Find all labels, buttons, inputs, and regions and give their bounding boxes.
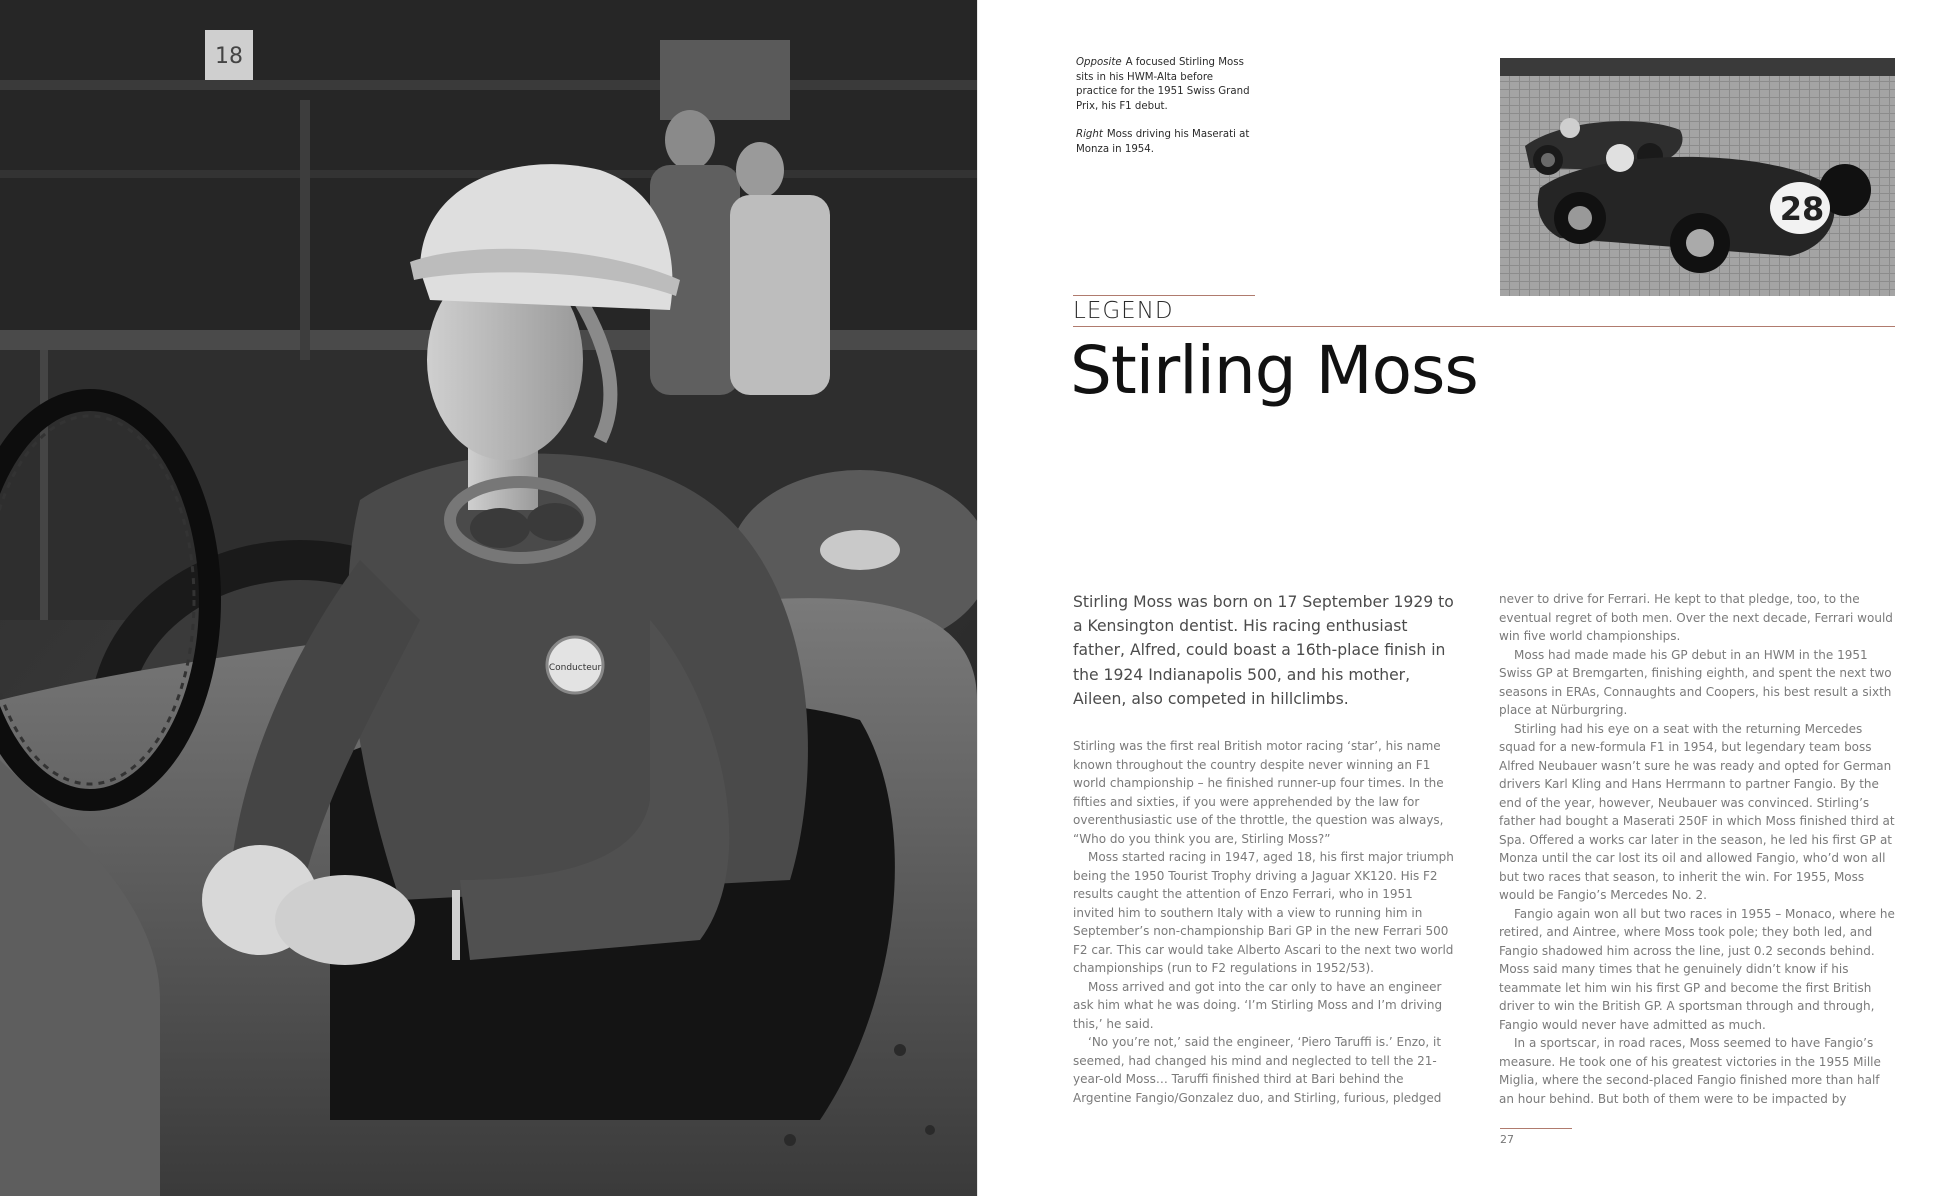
caption-label: Opposite bbox=[1076, 57, 1122, 68]
page-number-rule bbox=[1500, 1128, 1572, 1129]
caption-text: Moss driving his Maserati at Monza in 1954. bbox=[1076, 129, 1250, 155]
caption-text: A focused Stirling Moss sits in his HWM-Alta before practice for the 1951 Swiss Grand Prix, his F1 debut. bbox=[1076, 57, 1250, 112]
caption-label: Right bbox=[1076, 129, 1103, 141]
body-paragraph: In a sportscar, in road races, Moss seemed to have Fangio’s measure. He took one of his greatest victories in the 1955 Mille Miglia, where the second-placed Fangio finished more than half an hour behind. But both of them were to be impacted by bbox=[1499, 1036, 1881, 1106]
body-paragraph: ‘No you’re not,’ said the engineer, ‘Piero Taruffi is.’ Enzo, it seemed, had changed his mind and neglected to tell the 21-year-old Moss… Taruffi finished third at Bari behind the Argentine Fangio/Gonzalez duo, and Stirling, furious, pledged bbox=[1073, 1035, 1442, 1105]
caption-right bbox=[1076, 128, 1256, 157]
sign-number: 18 bbox=[215, 44, 243, 69]
body-column-right bbox=[1499, 590, 1897, 1108]
body-column-left bbox=[1073, 590, 1455, 1107]
body-paragraph: Moss arrived and got into the car only to have an engineer ask him what he was doing. ‘I’m Stirling Moss and I’m driving this,’ he said. bbox=[1073, 979, 1443, 1031]
body-paragraph: Stirling had his eye on a seat with the returning Mercedes squad for a new-formula F1 in 1954, but legendary team boss Alfred Neubauer wasn’t sure he was ready and opted for German drivers Karl Kling and Hans Herrmann to partner Fangio. By the end of the year, however, Neubauer was convinced. Stirling’s father had bought a Maserati 250F in which Moss finished third at Spa. Offered a works car later in the season, he led his first GP at Monza until the car lost its oil and allowed Fangio, who’d won all but two races that season, to inherit the win. For 1955, Moss would be Fangio’s Mercedes No. 2. bbox=[1499, 721, 1895, 902]
page-number: 27 bbox=[1500, 1133, 1514, 1146]
body-paragraph: never to drive for Ferrari. He kept to that pledge, too, to the eventual regret of both men. Over the next decade, Ferrari would win five world championships. bbox=[1499, 592, 1893, 643]
title-rule bbox=[1073, 326, 1895, 327]
page-gutter bbox=[977, 0, 978, 1196]
car-number: 28 bbox=[1779, 190, 1825, 228]
caption-opposite bbox=[1076, 56, 1256, 114]
kicker-rule bbox=[1073, 295, 1255, 296]
section-kicker: LEGEND bbox=[1073, 298, 1174, 324]
photo-moss-maserati-monza bbox=[1500, 58, 1895, 296]
page-title: Stirling Moss bbox=[1070, 332, 1478, 409]
body-paragraph: Moss started racing in 1947, aged 18, his first major triumph being the 1950 Tourist Trophy driving a Jaguar XK120. His F2 results caught the attention of Enzo Ferrari, who in 1951 invited him to southern Italy with a view to running him in September’s non-championship Bari GP in the new Ferrari 500 F2 car. This car would take Alberto Ascari to the next two world championships (run to F2 regulations in 1952/53). bbox=[1073, 850, 1454, 976]
body-paragraph: Stirling was the first real British motor racing ‘star’, his name known throughout the country despite never winning an F1 world championship – he finished runner-up four times. In the fifties and sixties, if you were apprehended by the law for overenthusiastic use of the throttle, the question was always, “Who do you think you are, Stirling Moss?” bbox=[1073, 739, 1444, 846]
lead-paragraph: Stirling Moss was born on 17 September 1929 to a Kensington dentist. His racing enthusiast father, Alfred, could boast a 16th-place finish in the 1924 Indianapolis 500, and his mother, Aileen, also competed in hillclimbs. bbox=[1073, 593, 1454, 708]
badge-text: Conducteur bbox=[548, 663, 602, 673]
body-paragraph: Moss had made made his GP debut in an HWM in the 1951 Swiss GP at Bremgarten, finishing eighth, and spent the next two seasons in ERAs, Connaughts and Coopers, his best result a sixth place at Nürburgring. bbox=[1499, 647, 1892, 717]
body-paragraph: Fangio again won all but two races in 1955 – Monaco, where he retired, and Aintree, where Moss took pole; they both led, and Fangio shadowed him across the line, just 0.2 seconds behind. Moss said many times that he genuinely didn’t know if his teammate let him win his first GP and become the first British driver to win the British GP. A sportsman through and through, Fangio would never have admitted as much. bbox=[1499, 906, 1895, 1032]
photo-captions bbox=[1076, 56, 1256, 172]
